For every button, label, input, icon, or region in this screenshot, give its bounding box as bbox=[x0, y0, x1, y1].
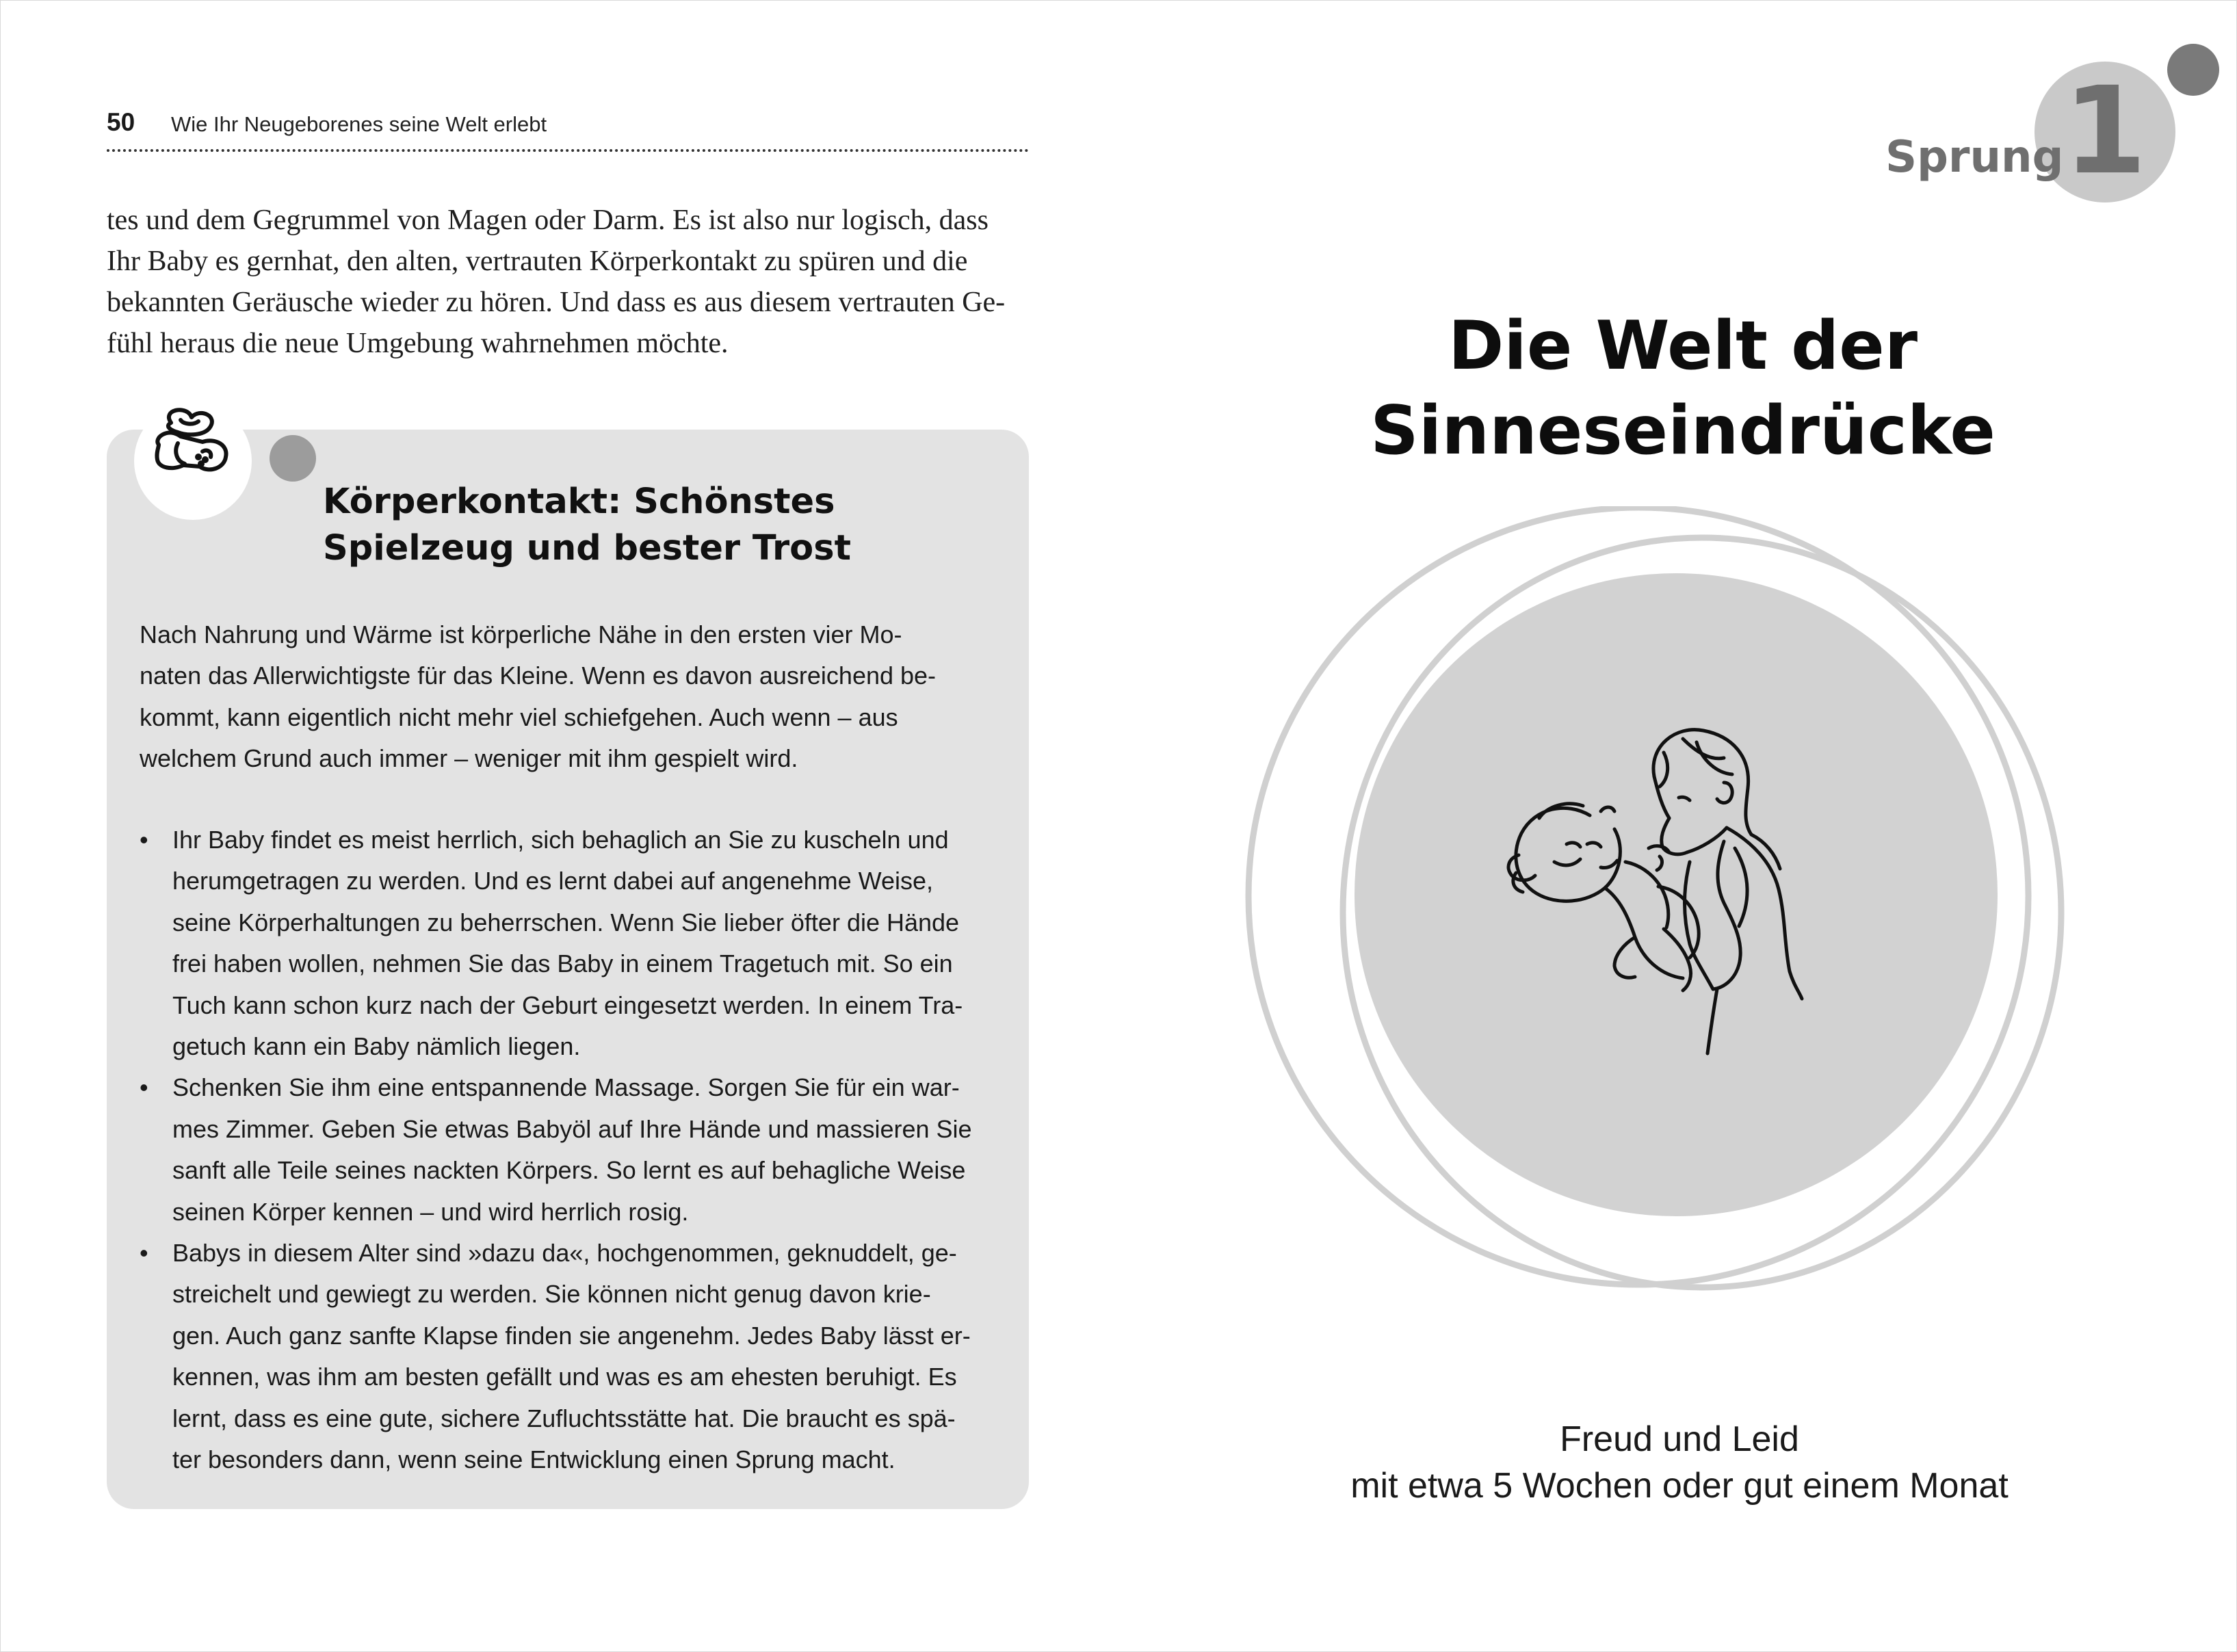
running-head bbox=[107, 108, 1029, 152]
list-item-line: seine Körperhaltungen zu beherrschen. Wenn Sie lieber öfter die Hände bbox=[172, 908, 960, 936]
intro-line: fühl heraus die neue Umgebung wahrnehmen möchte. bbox=[107, 328, 729, 359]
pacifier-icon bbox=[134, 402, 252, 520]
illustration-circles bbox=[1245, 506, 2093, 1327]
bullet-icon: • bbox=[140, 1073, 148, 1102]
chapter-title-line: Die Welt der bbox=[1448, 307, 1918, 385]
box-heading-line: Spielzeug und bester Trost bbox=[323, 528, 851, 568]
list-item-line: gen. Auch ganz sanfte Klapse finden sie angenehm. Jedes Baby lässt er- bbox=[172, 1321, 971, 1350]
chapter-title bbox=[1300, 304, 2066, 473]
bullet-icon: • bbox=[140, 1239, 148, 1268]
bullet-icon: • bbox=[140, 826, 148, 854]
list-item bbox=[140, 820, 1002, 1067]
list-item bbox=[140, 1233, 1002, 1480]
list-item-line: mes Zimmer. Geben Sie etwas Babyöl auf Ihre Hände und massieren Sie bbox=[172, 1114, 972, 1143]
box-intro-line: naten das Allerwichtigste für das Kleine. Wenn es davon ausreichend be- bbox=[140, 661, 937, 690]
chapter-subtitle bbox=[1272, 1416, 2086, 1509]
list-item-line: herumgetragen zu werden. Und es lernt dabei auf angenehme Weise, bbox=[172, 867, 934, 895]
list-item-line: Schenken Sie ihm eine entspannende Massage. Sorgen Sie für ein war- bbox=[172, 1073, 960, 1102]
list-item-line: ter besonders dann, wenn seine Entwicklung einen Sprung macht. bbox=[172, 1445, 895, 1474]
box-intro-line: kommt, kann eigentlich nicht mehr viel schiefgehen. Auch wenn – aus bbox=[140, 703, 898, 731]
list-item-line: kennen, was ihm am besten gefällt und was es am ehesten beruhigt. Es bbox=[172, 1363, 957, 1391]
decorative-dot bbox=[270, 435, 316, 482]
list-item-line: Ihr Baby findet es meist herrlich, sich behaglich an Sie zu kuscheln und bbox=[172, 826, 949, 854]
intro-line: tes und dem Gegrummel von Magen oder Darm. Es ist also nur logisch, dass bbox=[107, 205, 989, 236]
box-intro-paragraph bbox=[140, 614, 1002, 780]
box-heading bbox=[323, 479, 939, 572]
list-item-line: sanft alle Teile seines nackten Körpers. So lernt es auf behagliche Weise bbox=[172, 1156, 966, 1185]
chapter-subtitle-line: mit etwa 5 Wochen oder gut einem Monat bbox=[1350, 1466, 2009, 1506]
list-item-line: streichelt und gewiegt zu werden. Sie können nicht genug davon krie- bbox=[172, 1280, 931, 1309]
list-item-line: seinen Körper kennen – und wird herrlich rosig. bbox=[172, 1197, 689, 1226]
sprung-number: 1 bbox=[2063, 61, 2147, 201]
list-item bbox=[140, 1067, 1002, 1233]
intro-line: bekannten Geräusche wieder zu hören. Und dass es aus diesem vertrauten Ge- bbox=[107, 287, 1006, 318]
box-intro-line: Nach Nahrung und Wärme ist körperliche Nähe in den ersten vier Mo- bbox=[140, 620, 902, 648]
tips-list bbox=[140, 820, 1002, 1481]
chapter-title-line: Sinneseindrücke bbox=[1370, 392, 1996, 470]
list-item-line: Babys in diesem Alter sind »dazu da«, hochgenommen, geknuddelt, ge- bbox=[172, 1239, 957, 1268]
chapter-subtitle-line: Freud und Leid bbox=[1560, 1419, 1799, 1459]
box-intro-line: welchem Grund auch immer – weniger mit ihm gespielt wird. bbox=[140, 744, 798, 773]
list-item-line: getuch kann ein Baby nämlich liegen. bbox=[172, 1032, 581, 1061]
page-number: 50 bbox=[107, 108, 135, 136]
running-title: Wie Ihr Neugeborenes seine Welt erlebt bbox=[171, 112, 547, 136]
list-item-line: lernt, dass es eine gute, sichere Zufluchtsstätte hat. Die braucht es spä- bbox=[172, 1404, 956, 1432]
list-item-line: frei haben wollen, nehmen Sie das Baby in einem Tragetuch mit. So ein bbox=[172, 949, 953, 978]
intro-paragraph bbox=[107, 200, 1029, 364]
decorative-dot bbox=[2167, 44, 2219, 96]
list-item-line: Tuch kann schon kurz nach der Geburt eingesetzt werden. In einem Tra- bbox=[172, 991, 963, 1019]
sprung-label: Sprung bbox=[1885, 132, 2064, 183]
intro-line: Ihr Baby es gernhat, den alten, vertrauten Körperkontakt zu spüren und die bbox=[107, 246, 968, 277]
box-heading-line: Körperkontakt: Schönstes bbox=[323, 482, 835, 522]
